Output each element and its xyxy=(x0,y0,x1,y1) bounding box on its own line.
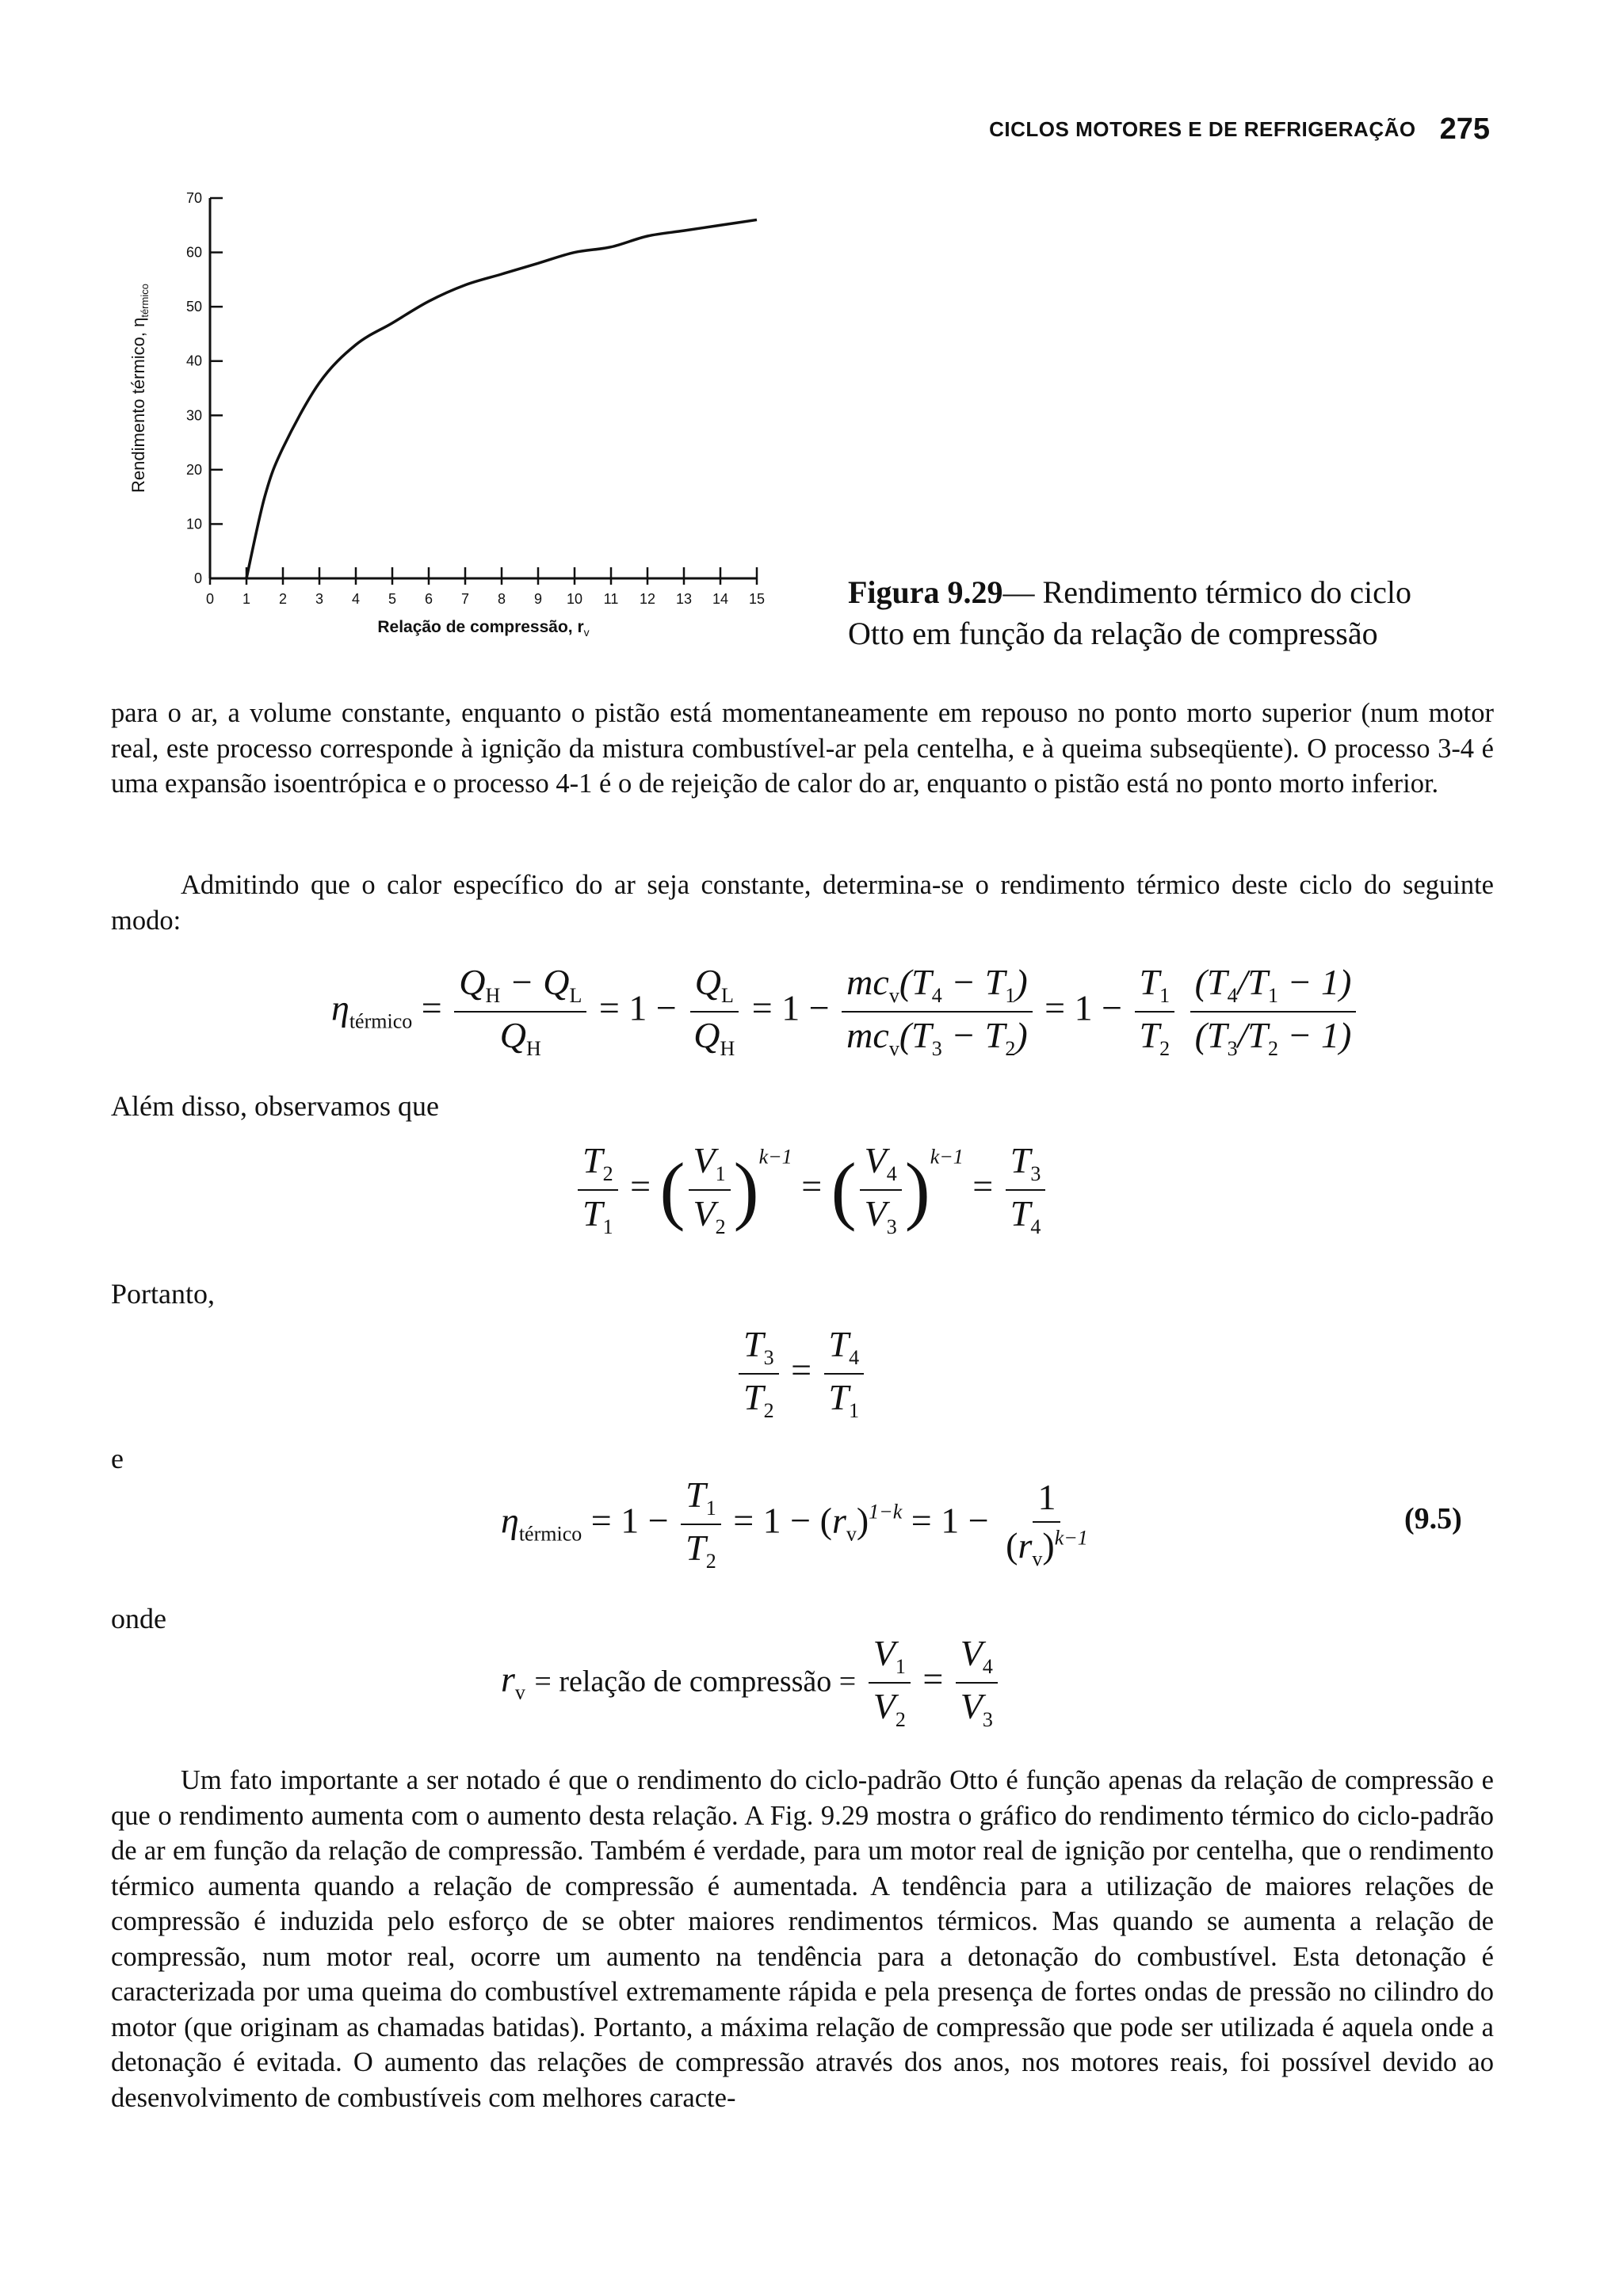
running-header xyxy=(911,109,1490,149)
chart-x-tick-label: 4 xyxy=(351,591,361,607)
chart-x-tick-label: 13 xyxy=(675,591,693,607)
chart-ticks xyxy=(186,190,765,607)
chart-x-tick-label: 8 xyxy=(497,591,506,607)
chart-y-tick-label: 10 xyxy=(185,516,202,532)
chart-y-tick-label: 50 xyxy=(185,299,202,315)
page-number: 275 xyxy=(1439,112,1490,146)
label-portanto: Portanto, xyxy=(111,1278,215,1310)
figure-caption xyxy=(848,572,1529,654)
paragraph-3: Um fato importante a ser notado é que o rendimento do ciclo-padrão Otto é função apenas da relação de compressão e que o rendimento aumenta com o aumento desta relação. A Fig. 9.29 mostra o gráfico do rendimento térmico do ciclo-padrão de ar em função da relação de compressão. Também é verdade, para um motor real de ignição por centelha, que o rendimento térmico aumenta quando a relação de compressão é aumentada. A tendência para a utilização de maiores relações de compressão é induzida pelo esforço de se obter maiores rendimentos térmicos. Mas quando se aumenta a relação de compressão, num motor real, ocorre um aumento na tendência para a detonação do combustível. Esta detonação é caracterizada por uma queima do combustível extremamente rápida e pela presença de fortes ondas de pressão no cilindro do motor (que originam as chamadas batidas). Portanto, a máxima relação de compressão que pode ser utilizada é aquela onde a detonação é evitada. O aumento das relações de compressão através dos anos, nos motores reais, foi possível devido ao desenvolvimento de combustíveis com melhores caracte- xyxy=(111,1765,1494,2113)
chart-x-tick-label: 10 xyxy=(566,591,583,607)
chart-y-tick-label: 60 xyxy=(185,244,202,261)
chart-x-tick-label: 15 xyxy=(748,591,766,607)
chart-x-tick-label: 9 xyxy=(533,591,543,607)
chart-x-tick-label: 3 xyxy=(315,591,324,607)
chart-y-tick-label: 0 xyxy=(193,570,202,586)
chart-x-tick-label: 6 xyxy=(424,591,433,607)
efficiency-chart xyxy=(119,190,800,650)
label-e: e xyxy=(111,1443,124,1474)
chart-x-tick-label: 1 xyxy=(242,591,251,607)
chart-x-tick-label: 0 xyxy=(205,591,215,607)
chart-y-tick-label: 20 xyxy=(185,461,202,478)
chart-x-tick-label: 14 xyxy=(712,591,729,607)
equation-rv-definition: $r_v$ = relação de compressão = $\frac{V_1}{V_2}$ = $\frac{V_4}{V_3}$ xyxy=(501,1634,1001,1732)
chart-efficiency-curve xyxy=(246,219,757,578)
caption-label: Figura 9.29 xyxy=(848,574,1003,610)
chart-series xyxy=(246,219,757,578)
caption-text-line1: — Rendimento térmico do ciclo xyxy=(1002,574,1411,610)
rv-definition-text: = relação de compressão = xyxy=(534,1665,857,1699)
equation-temperature-ratios: $\frac{T_2}{T_1}$ = ( $\frac{V_1}{V_2}$ )$^{k-1}$ = ( $\frac{V_4}{V_3}$ )$^{k-1}$ = $\frac{T_3}{T_4}$ xyxy=(575,1141,1048,1239)
caption-text-line2: Otto em função da relação de compressão xyxy=(848,616,1378,651)
equation-9-5: $\eta_{térmico} = 1$ − $\frac{T_1}{T_2}$ = $1 - (r_v)^{1-k} = 1$ − $\frac{1}{(r_v)^{k-1}}$ xyxy=(501,1474,1088,1573)
label-onde: onde xyxy=(111,1603,166,1634)
chart-x-tick-label: 11 xyxy=(603,591,619,607)
chart-x-tick-label: 12 xyxy=(639,591,656,607)
chart-y-axis-label: Rendimento térmico, $\eta_{térmico}$ xyxy=(128,284,151,493)
chart-y-tick-label: 30 xyxy=(185,407,202,424)
chart-axes xyxy=(210,198,757,578)
chart-x-tick-label: 5 xyxy=(388,591,397,607)
equation-t-equality: $\frac{T_3}{T_2}$ = $\frac{T_4}{T_1}$ xyxy=(735,1325,867,1423)
chart-x-axis-label: Relação de compressão, $r_v$ xyxy=(377,618,590,639)
running-title: CICLOS MOTORES E DE REFRIGERAÇÃO xyxy=(989,116,1416,141)
chart-x-tick-label: 7 xyxy=(460,591,470,607)
paragraph-1: para o ar, a volume constante, enquanto o pistão está momentaneamente em repouso no ponto morto superior (num motor real, este processo corresponde à ignição da mistura combustível-ar pela centelha, e à queima subseqüente). O processo 3-4 é uma expansão isoentrópica e o processo 4-1 é o de rejeição de calor do ar, enquanto o pistão está no ponto morto inferior. xyxy=(111,698,1494,799)
equation-number: (9.5) xyxy=(1404,1502,1462,1535)
chart-x-tick-label: 2 xyxy=(278,591,288,607)
paragraph-2: Admitindo que o calor específico do ar seja constante, determina-se o rendimento térmico deste ciclo do seguinte modo: xyxy=(111,870,1494,936)
label-alem-disso: Além disso, observamos que xyxy=(111,1090,439,1122)
equation-efficiency-definition: $\eta_{térmico}$ = $\frac{Q_H - Q_L}{Q_H}$ = 1 − $\frac{Q_L}{Q_H}$ = 1 − $\frac{mc_v(T_4 - T_1)}{mc_v(T_3 - T_2)}$ = 1 − $\frac{T_1}{T_2}$ $\frac{(T_4/T_1 - 1)}{(T_3/T_2 - 1)}$ xyxy=(331,963,1359,1061)
chart-y-tick-label: 40 xyxy=(185,353,202,369)
chart-y-tick-label: 70 xyxy=(185,190,202,206)
